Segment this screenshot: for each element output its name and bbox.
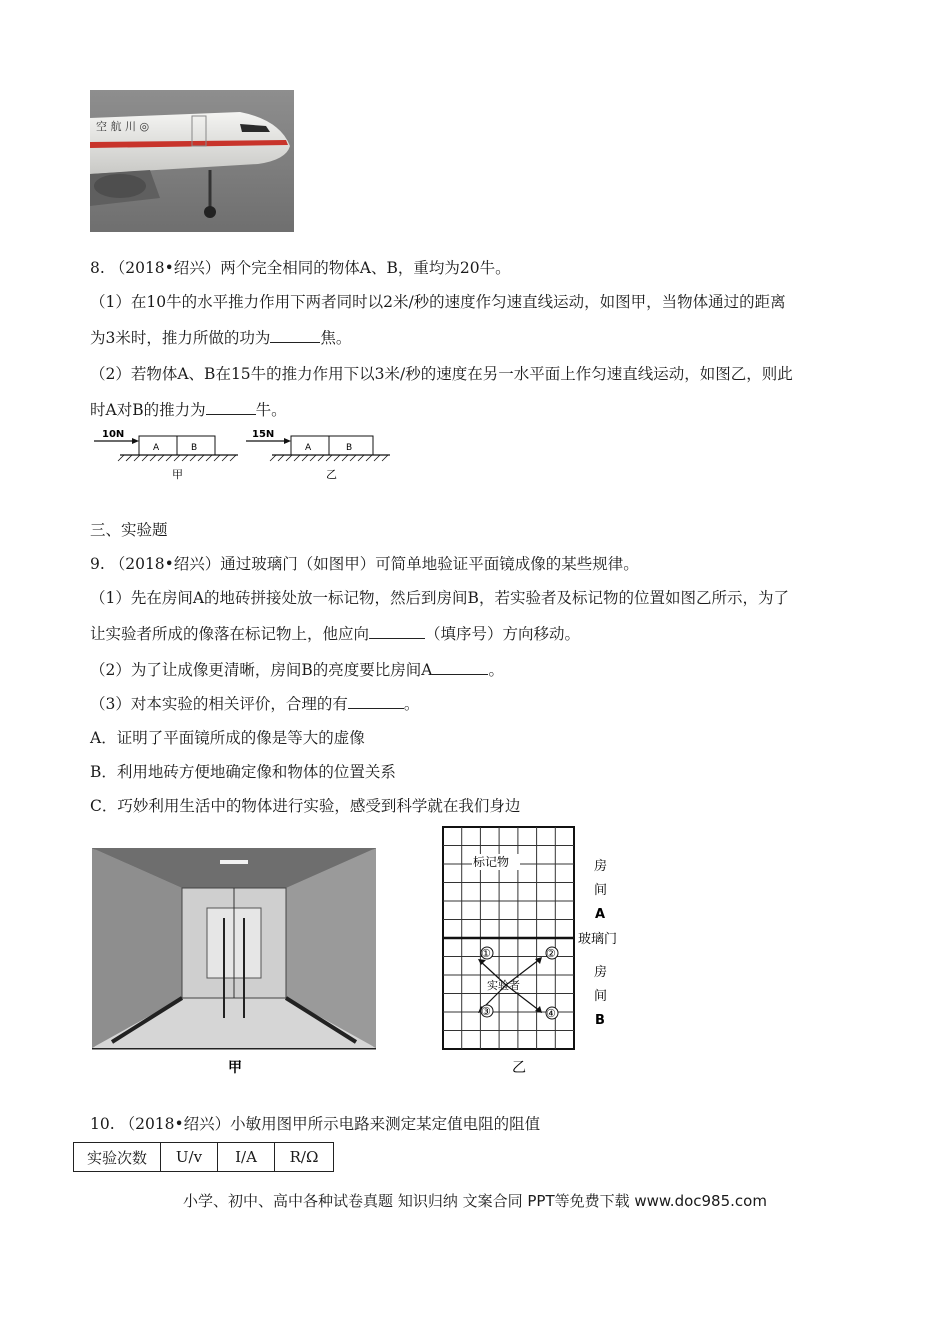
force-label-right: 15N — [252, 429, 275, 440]
room-b-char2: 间 — [594, 989, 608, 1004]
q9-part1-text: 让实验者所成的像落在标记物上，他应向 — [90, 625, 370, 643]
experimenter-label: 实验者 — [487, 979, 520, 992]
table-row — [74, 1143, 334, 1172]
q8-part2-text: 时A对B的推力为 — [90, 401, 206, 419]
room-b-char3: B — [595, 1013, 605, 1028]
answer-blank[interactable] — [348, 694, 404, 709]
q10-head: 10. （2018•绍兴）小敏用图甲所示电路来测定某定值电阻的阻值 — [90, 1115, 541, 1133]
q9-part1-tail: （填序号）方向移动。 — [425, 625, 581, 643]
experiment-table — [73, 1142, 334, 1172]
room-a-char3: A — [595, 907, 606, 922]
photo-caption-jia: 甲 — [228, 1060, 242, 1076]
q9-part2 — [90, 658, 504, 680]
q8-part1-line1: （1）在10牛的水平推力作用下两者同时以2米/秒的速度作匀速直线运动，如图甲，当物体通过的距离 — [90, 293, 786, 311]
q8-part2-line1: （2）若物体A、B在15牛的推力作用下以3米/秒的速度在另一水平面上作匀速直线运动，如图乙，则此 — [90, 365, 793, 383]
block-b-right: B — [346, 443, 353, 453]
q9-part3-tail: 。 — [403, 695, 420, 713]
q9-part1-line1: （1）先在房间A的地砖拼接处放一标记物，然后到房间B，若实验者及标记物的位置如图乙所示，为了 — [90, 589, 789, 607]
q8-head: 8. （2018•绍兴）两个完全相同的物体A、B，重均为20牛。 — [90, 259, 511, 277]
q9-option-a: A．证明了平面镜所成的像是等大的虚像 — [90, 729, 365, 747]
caption-jia: 甲 — [172, 468, 183, 481]
block-a-right: A — [305, 443, 312, 453]
airplane-photo — [90, 90, 294, 232]
direction-2: ② — [546, 947, 556, 960]
q8-part2-line2 — [90, 398, 287, 420]
table-header-cell: U/v — [161, 1143, 218, 1172]
q8-part1-text: 为3米时，推力所做的功为 — [90, 329, 271, 347]
glass-door-photo — [92, 848, 376, 1078]
direction-3: ③ — [481, 1005, 491, 1018]
diagram-caption-yi: 乙 — [512, 1060, 526, 1076]
room-b-char1: 房 — [594, 965, 608, 980]
block-a-left: A — [153, 443, 160, 453]
marker-label: 标记物 — [473, 855, 510, 869]
answer-blank[interactable] — [369, 624, 425, 639]
q9-option-c: C．巧妙利用生活中的物体进行实验，感受到科学就在我们身边 — [90, 797, 521, 815]
room-a-char1: 房 — [594, 859, 608, 874]
q8-part2-unit: 牛。 — [255, 401, 287, 419]
direction-1: ① — [481, 947, 491, 960]
floor-grid-diagram — [440, 826, 630, 1076]
direction-4: ④ — [546, 1007, 556, 1020]
room-a-char2: 间 — [594, 883, 608, 898]
section-title: 三、实验题 — [90, 521, 168, 539]
q9-option-b: B．利用地砖方便地确定像和物体的位置关系 — [90, 763, 396, 781]
q9-part3-text: （3）对本实验的相关评价，合理的有 — [90, 695, 348, 713]
answer-blank[interactable] — [270, 328, 320, 343]
table-header-cell: 实验次数 — [74, 1143, 161, 1172]
svg-text:空 航 川 ◎: 空 航 川 ◎ — [96, 120, 150, 133]
table-header-cell: R/Ω — [275, 1143, 334, 1172]
q9-part2-text: （2）为了让成像更清晰，房间B的亮度要比房间A — [90, 661, 433, 679]
caption-yi: 乙 — [326, 468, 337, 481]
q9-part1-line2 — [90, 622, 580, 644]
q9-head: 9. （2018•绍兴）通过玻璃门（如图甲）可简单地验证平面镜成像的某些规律。 — [90, 555, 639, 573]
table-header-cell: I/A — [218, 1143, 275, 1172]
q9-part2-tail: 。 — [488, 661, 504, 679]
answer-blank[interactable] — [206, 400, 256, 415]
q8-part1-unit: 焦。 — [320, 329, 352, 347]
answer-blank[interactable] — [432, 660, 488, 675]
q8-figure — [90, 426, 400, 482]
page-footer: 小学、初中、高中各种试卷真题 知识归纳 文案合同 PPT等免费下载 www.doc985.com — [183, 1192, 767, 1210]
q8-part1-line2 — [90, 326, 351, 348]
block-b-left: B — [191, 443, 198, 453]
glass-door-label: 玻璃门 — [578, 932, 618, 947]
force-label-left: 10N — [102, 429, 125, 440]
q9-part3 — [90, 692, 419, 714]
